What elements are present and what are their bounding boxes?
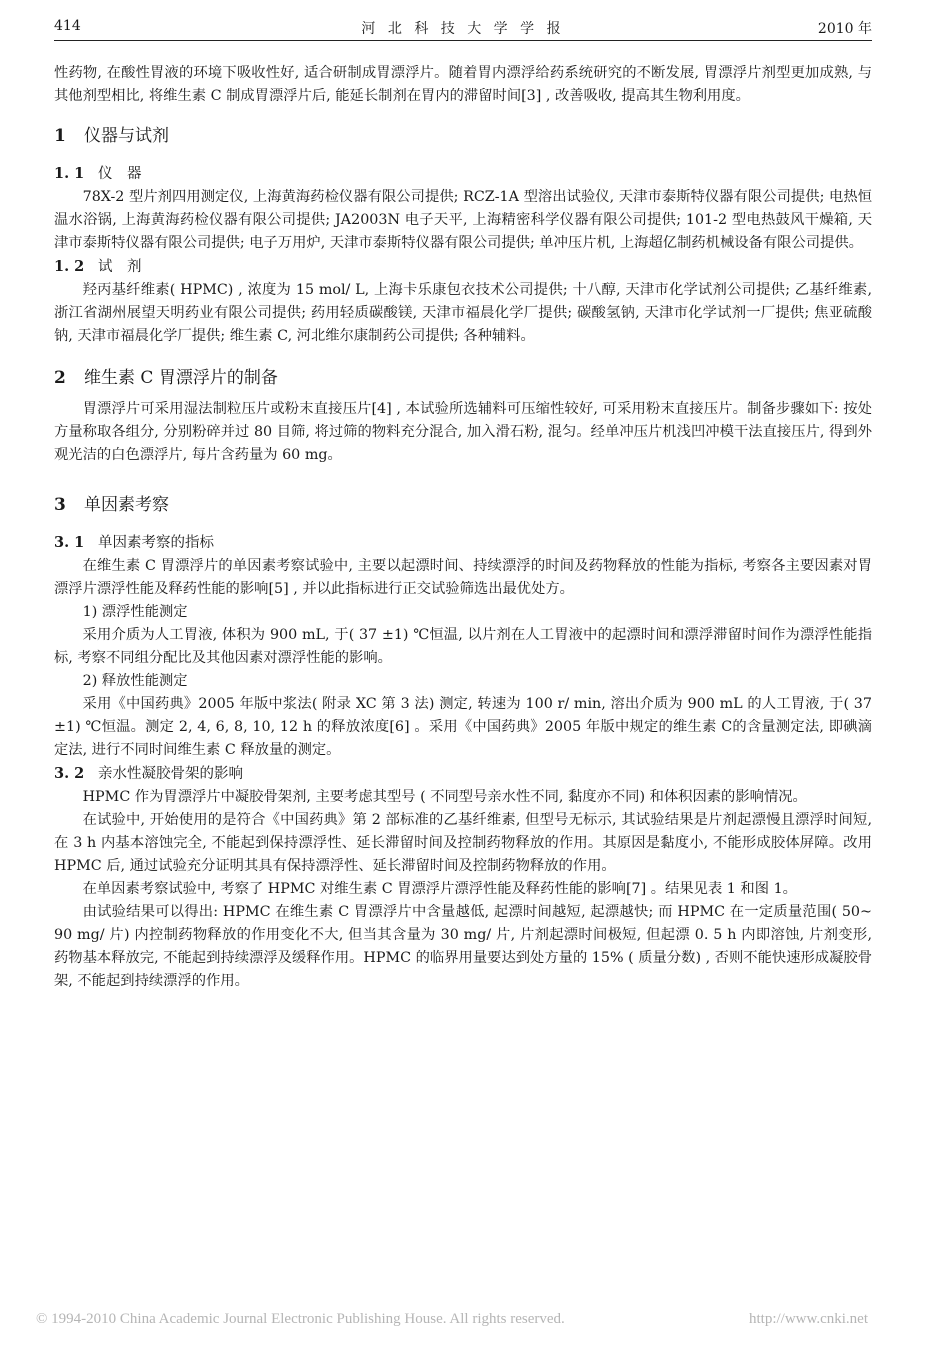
intro-paragraph: 性药物, 在酸性胃液的环境下吸收性好, 适合研制成胃漂浮片。随着胃内漂浮给药系统研究的不断发展, 胃漂浮片剂型更加成熟, 与其他剂型相比, 将维生素 C 制成胃漂浮片后, 能延长制剂在胃内的滞留时间[3] , 改善吸收, 提高其生物利用度。 <box>54 65 872 104</box>
preparation-paragraph: 胃漂浮片可采用湿法制粒压片或粉末直接压片[4] , 本试验所选辅料可压缩性较好, 可采用粉末直接压片。制备步骤如下: 按处方量称取各组分, 分别粉碎并过 80 目筛, 将过筛的物料充分混合, 加入滑石粉, 混匀。经单冲压片机浅凹冲模干法直接压片, 得到外观光洁的白色漂浮片, 每片含药量为 60 mg。 <box>54 401 872 463</box>
instruments-paragraph: 78X-2 型片剂四用测定仪, 上海黄海药检仪器有限公司提供; RCZ-1A 型溶出试验仪, 天津市泰斯特仪器有限公司提供; 电热恒温水浴锅, 上海黄海药检仪器有限公司提供; JA2003N 电子天平, 上海精密科学仪器有限公司提供; 101-2 型电热鼓风干燥箱, 天津市泰斯特仪器有限公司提供; 电子万用炉, 天津市泰斯特仪器有限公司提供; 单冲压片机, 上海超亿制药机械设备有限公司提供。 <box>54 189 872 251</box>
running-header <box>54 16 872 41</box>
floating-test-title: 1) 漂浮性能测定 <box>82 604 188 620</box>
release-test-paragraph: 采用《中国药典》2005 年版中浆法( 附录 XC 第 3 法) 测定, 转速为 100 r/ min, 溶出介质为 900 mL 的人工胃液, 于( 37 ±1) ℃恒温。测定 2, 4, 6, 8, 10, 12 h 的释放浓度[6] 。采用《中国药典》2005 年版中规定的维生素 C的含量测定法, 即碘滴定法, 进行不同时间维生素 C 释放量的测定。 <box>54 696 872 758</box>
section-heading-2: 2 维生素 C 胃漂浮片的制备 <box>54 368 278 388</box>
release-test-title: 2) 释放性能测定 <box>82 673 188 689</box>
journal-title: 河 北 科 技 大 学 学 报 <box>361 21 565 37</box>
section-heading-3: 3 单因素考察 <box>54 495 169 515</box>
floating-test-paragraph: 采用介质为人工胃液, 体积为 900 mL, 于( 37 ±1) ℃恒温, 以片剂在人工胃液中的起漂时间和漂浮滞留时间作为漂浮性能指标, 考察不同组分配比及其他因素对漂浮性能的影响。 <box>54 627 872 666</box>
subsection-heading-1-1: 1. 1 仪 器 <box>54 165 142 182</box>
indicator-paragraph: 在维生素 C 胃漂浮片的单因素考察试验中, 主要以起漂时间、持续漂浮的时间及药物释放的性能为指标, 考察各主要因素对胃漂浮片漂浮性能及释药性能的影响[5] , 并以此指标进行正交试验筛选出最优处方。 <box>54 558 872 597</box>
copyright-text: © 1994-2010 China Academic Journal Electronic Publishing House. All rights reserved. <box>36 1311 565 1327</box>
hpmc-paragraph-1: HPMC 作为胃漂浮片中凝胶骨架剂, 主要考虑其型号 ( 不同型号亲水性不同, 黏度亦不同) 和体积因素的影响情况。 <box>82 789 807 805</box>
subsection-heading-1-2: 1. 2 试 剂 <box>54 258 142 275</box>
publication-year: 2010 年 <box>817 21 872 37</box>
article-body <box>54 62 872 993</box>
subsection-heading-3-2: 3. 2 亲水性凝胶骨架的影响 <box>54 765 243 782</box>
reagents-paragraph: 羟丙基纤维素( HPMC) , 浓度为 15 mol/ L, 上海卡乐康包衣技术公司提供; 十八醇, 天津市化学试剂公司提供; 乙基纤维素, 浙江省湖州展望天明药业有限公司提供; 药用轻质碳酸镁, 天津市福晨化学厂提供; 碳酸氢钠, 天津市化学试剂一厂提供; 焦亚硫酸钠, 天津市福晨化学厂提供; 维生素 C, 河北维尔康制药公司提供; 各种辅料。 <box>54 282 872 344</box>
hpmc-paragraph-2: 在试验中, 开始使用的是符合《中国药典》第 2 部标准的乙基纤维素, 但型号无标示, 其试验结果是片剂起漂慢且漂浮时间短, 在 3 h 内基本溶蚀完全, 不能起到保持漂浮性、延长滞留时间及控制药物释放的作用。其原因是黏度小, 不能形成胶体屏障。改用 HPMC 后, 通过试验充分证明其具有保持漂浮性、延长滞留时间及控制药物释放的作用。 <box>54 812 872 874</box>
section-heading-1: 1 仪器与试剂 <box>54 126 169 146</box>
cnki-link[interactable]: http://www.cnki.net <box>748 1311 868 1327</box>
hpmc-paragraph-4: 由试验结果可以得出: HPMC 在维生素 C 胃漂浮片中含量越低, 起漂时间越短, 起漂越快; 而 HPMC 在一定质量范围( 50~ 90 mg/ 片) 内控制药物释放的作用变化不大, 但当其含量为 30 mg/ 片, 片剂起漂时间极短, 但起漂 0. 5 h 内即溶蚀, 片剂变形, 药物基本释放完, 不能起到持续漂浮及缓释作用。HPMC 的临界用量要达到处方量的 15% ( 质量分数) , 否则不能快速形成凝胶骨架, 不能起到持续漂浮的作用。 <box>54 904 872 989</box>
page-number: 414 <box>54 18 81 34</box>
copyright-footer <box>36 1311 916 1328</box>
hpmc-paragraph-3: 在单因素考察试验中, 考察了 HPMC 对维生素 C 胃漂浮片漂浮性能及释药性能的影响[7] 。结果见表 1 和图 1。 <box>82 881 797 897</box>
subsection-heading-3-1: 3. 1 单因素考察的指标 <box>54 534 214 551</box>
